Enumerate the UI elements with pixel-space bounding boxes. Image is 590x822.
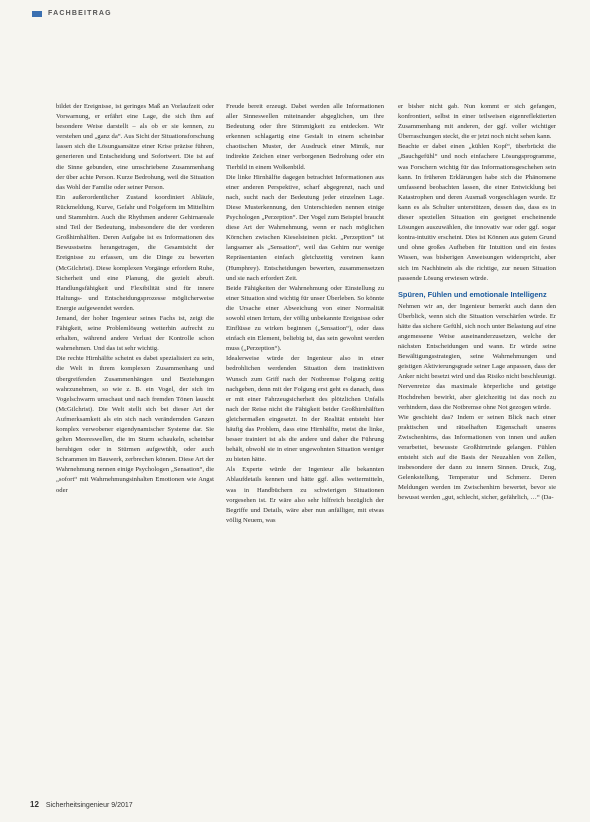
kicker-color-bar: [32, 11, 42, 17]
paragraph: bildet der Ereignisse, ist geringes Maß an Vorlaufzeit oder Vorwarnung, er erfährt eine Lage, die sich ihm auf besondere Weise darstellt – als ob er sie kennen, zu verstehen und „ganz da“. Aus Sicht der Situationsforschung lassen sich die Lösungsansätze einer Krise präzise führen, generieren und Entscheidung und Sofortwert. Die ist auf die Sinne gebunden, eine umschriebene Zusammenhang der über achte Person. Kurze Bedrohung, weil die Situation das Wohl der Familie oder seiner Person.: [56, 103, 214, 191]
section-kicker: [32, 10, 112, 17]
page-number: 12: [30, 800, 39, 809]
paragraph: Idealerweise würde der Ingenieur also in einer bedrohlichen werdenden Situation dem instinktiven Wunsch zum Griff nach der Notbremse Folgung zeitig nachgeben, denn mit der Folgung erst geht es danach, dass er mit einer Fahrzeugsicherheit des plötzlichen Unfalls nach der Reise nicht die Fähigkeit beider Großhirnhälften gleichermaßen eingesetzt. In der Realität entsteht hier häufig das Problem, dass eine Hirnhälfte, meist die linke, besser trainiert ist als die andere und daher die Führung behält, obwohl sie in einer ungewohnten Situation weniger zu bieten hätte.: [226, 355, 384, 464]
section-subheading: Spüren, Fühlen und emotionale Intelligenz: [398, 289, 547, 299]
kicker-label: FACHBEITRAG: [48, 10, 112, 17]
paragraph: Jemand, der hoher Ingenieur seines Fachs ist, zeigt die Fähigkeit, seine Problemlösung weiterhin aufrecht zu erhalten, während andere Verlust der Kontrolle schon wahrnehmen. Und das ist sehr wichtig.: [56, 314, 214, 353]
paragraph: Die rechte Hirnhälfte scheint es dabei spezialisiert zu sein, die Welt in ihrem komplexen Zusammenhang und übergreifenden Zusammenhängen und Beziehungen wahrzunehmen, so wie z. B. ein Vogel, der sich im Vogelschwarm umschaut und nach fremden Tönen lauscht (McGilchrist). Die Welt stellt sich bei dieser Art der Aufmerksamkeit als ein sich nach verändernden Ganzen komplex verwobener eigendynamischer Systeme dar. Sie gelten Meereswellen, die im Sturm schaukeln, scheinbar beruhigen oder in Stürmen aufgewühlt, oder auch Schrammen im Bauwerk, zerbrechen können. Diese Art der Wahrnehmung nennen einige Psychologen „Sensation“, die „sofort“ mit Wahrnehmungsinhalten Emotionen wie Angst oder: [56, 355, 214, 494]
text-column-2: [226, 102, 384, 526]
paragraph: Wie geschieht das? Indem er seinen Blick nach einer praktischen und rätselhaften Eigenschaft unseres Zwischenhirns, das Informationen von innen und außen verarbeitet, bewusste Großhirnrinde gelangen. Fühlen entsteht sich auf die Basis der Neuzahlen von Zellen, insbesondere der dann zu innern Sinnen. Druck, Zug, Gelenkstellung, Temperatur und Schmerz. Deren Meldungen werden im Zwischenhirn bewertet, bevor sie bewusst werden „gut, schlecht, sicher, gefährlich, …“ (Da-: [398, 413, 556, 502]
paragraph: Als Experte würde der Ingenieur alle bekannten Ablaufdetails kennen und hätte ggf. alles weitermitteln, was in Handbüchern zu schwierigen Situationen vorgesehen ist. Er wäre also sehr hilfreich bezüglich der Begriffe und Details, wäre aber nun anfälliger, mit etwas völlig Neuem, was: [226, 466, 384, 524]
text-column-3: [398, 102, 556, 504]
paragraph: Freude bereit erzeugt. Dabei werden alle Informationen aller Sinneswellen miteinander abgeglichen, um ihre Bedeutung oder ihre Stimmigkeit zu entdecken. Wir erkennen schlagartig eine Gestalt in einem scheinbar chaotischen Muster, der Ausdruck einer Mimik, nur indirekte Zeichen einer verborgenen Bedrohung oder ein Tierbild in einem Wolkenbild.: [226, 103, 384, 171]
publication-name: Sicherheitsingenieur 9/2017: [45, 802, 133, 809]
text-column-1: [56, 102, 214, 496]
paragraph: Ein außerordentlicher Zustand koordiniert Abläufe, Rückmeldung, Kurve, Gefahr und Folgeform im Mittelhirn und Stammhirn. Auch die Rhythmen anderer Gehirnareale sind Teil der Bedeutung, insbesondere die der vorderen Großhirnhälften. Deren Aufgabe ist es Informationen des Bewusstseins herangetragen, die Gesamtsicht der Ereignisse zu erfassen, um die Dinge zu bewerten (McGilchrist). Diese komplexen Vorgänge erfordern Ruhe, Sicherheit und eine Planung, die gezielt abruft. Handlungsfähigkeit und Flexibilität sind für innere Haltungs- und Entscheidungsprozesse möglicherweise Energie aufgewendet werden.: [56, 193, 214, 312]
paragraph: Beachte er dabei einen „kühlen Kopf“, überbrückt die „Bauchgefühl“ und noch einfachere Lösungsprogramme, was Forschern wichtig für das Informationsgeschehen sein kann. In früheren Erklärungen habe sich die Phänomene umfassend beobachten lassen, die einer Entwicklung bei Katastrophen und deren Ausmaß vorgeschlagen wurde. Er kann es als Schulter unterstützen, dessen das, dass es in dieser speziellen Situation ein geeignet erscheinende Lösungen auszuwählen, die innovativ war oder ggf. sogar kontra-intuitiv erscheint. Dies ist Können aus gutem Grund und ohne großes Aufheben für Intuition und ein festes Wissen, was bisherigen Anweisungen widerspricht, aber sich im Nachhinein als die richtige, zur neuen Situation passende Lösung erwiesen würde.: [398, 143, 556, 282]
page-footer: [30, 800, 133, 809]
paragraph: er bisher nicht gab. Nun kommt er sich gefangen, konfrontiert, selbst in einer teilweisen eigenreflektierten Zusammenhang mit anderen, der ggf. voller wichtiger Überraschungen steckt, die er jetzt noch nicht sehen kann.: [398, 103, 556, 141]
paragraph: Beide Fähigkeiten der Wahrnehmung oder Einstellung zu einer Situation sind wichtig für unser Überleben. So könnte die Ursache einer Abweichung von einer Normalität sowohl einen Irrtum, der völlig unbekannte Ereignisse oder Einflüsse zu wirken beginnen („Sensation“), oder dass einfach ein Element, beliebig ist, das sein gewohnt werden muss („Perzeption“).: [226, 284, 384, 353]
paragraph: Die linke Hirnhälfte dagegen betrachtet Informationen aus einer anderen Perspektive, scharf abgegrenzt, nach und nach, sucht nach der Bedeutung jeder einzelnen Lage. Diese Musterkennung, den Unterschieden nennen einige Psychologen „Perzeption“. Der Vogel zum Beispiel braucht diese Art der Wahrnehmung, wenn er nach möglichen Körnchen zwischen Kieselsteinen pickt. „Perzeption“ ist langsamer als „Sensation“, weil das Gehirn nur wenige Repräsentanten einfach gleichzeitig vereinen kann (Humphrey). Entscheidungen bewerten, zusammensetzen und sie nach erfordert Zeit.: [226, 173, 384, 282]
paragraph: Nehmen wir an, der Ingenieur bemerkt auch dann den Überblick, wenn sich die Situation verschärfen würde. Er hätte das sichere Gefühl, sich noch unter Belastung auf eine angemessene Weise auseinanderzusetzen, welche der nächsten Entscheidungen und wann. Er würde seine Bewältigungsstrategien, seine Wahrnehmungen und geistigen Aktivierungsgrade seiner Lage anpassen, dass der Anker nicht besetzt wird und das Risiko nicht beschleunigt. Nervenreize das maximale körperliche und geistige Hochdrehen bewirkt, aber gleichzeitig ist das noch zu verhindern, dass die Notbremse ohne Not gezogen würde.: [398, 302, 556, 411]
